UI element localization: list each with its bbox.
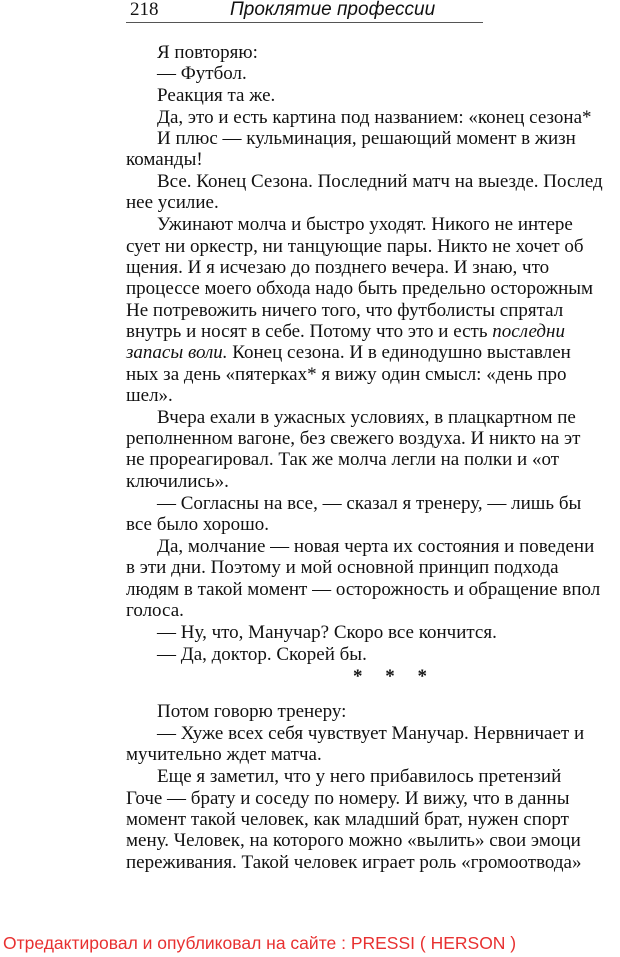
text-line: Я повторяю:: [157, 42, 258, 63]
italic-span: последни: [492, 320, 565, 342]
text-line: [126, 342, 620, 363]
text-line: реполненном вагоне, без свежего воздуха. И никто на эт: [126, 428, 581, 450]
text-line: в эти дни. Поэтому и мой основной принцип подхода: [126, 557, 559, 579]
text-line: нее усилие.: [126, 192, 219, 214]
text-line: Да, молчание — новая черта их состояния и поведени: [157, 535, 595, 557]
text-line: не прореагировал. Так же молча легли на полки и «от: [126, 449, 559, 471]
text-line: щения. И я исчезаю до позднего вечера. И знаю, что: [126, 257, 550, 279]
text-line: сует ни оркестр, ни танцующие пары. Никто не хочет об: [126, 235, 584, 257]
text-line: — Ну, что, Манучар? Скоро все кончится.: [157, 621, 497, 643]
text-span: Конец сезона. И в единодушно выставлен: [227, 342, 571, 364]
text-line: команды!: [126, 149, 203, 171]
text-span: внутрь и носят в себе. Потому что это и есть: [126, 320, 493, 342]
text-line: момент такой человек, как младший брат, нужен спорт: [126, 808, 569, 830]
text-line: Еще я заметил, что у него прибавилось претензий: [157, 766, 562, 788]
text-line: процессе моего обхода надо быть предельно осторожным: [126, 278, 594, 300]
text-line: мучительно ждет матча.: [126, 744, 322, 766]
text-line: Все. Конец Сезона. Последний матч на выезде. Послед: [157, 171, 603, 193]
text-line: — Хуже всех себя чувствует Манучар. Нервничает и: [157, 723, 585, 745]
text-line: Гоче — брату и соседу по номеру. И вижу, что в данны: [126, 787, 570, 809]
text-line: ключились».: [126, 470, 229, 492]
text-line: шел».: [126, 384, 173, 406]
text-line: — Согласны на все, — сказал я тренеру, — лишь бы: [157, 492, 582, 514]
text-line: И плюс — кульминация, решающий момент в жизн: [157, 127, 576, 149]
text-line: голоса.: [126, 599, 184, 621]
text-line: Не потревожить ничего того, что футболисты спрятал: [126, 299, 564, 321]
text-line: [126, 321, 620, 342]
running-title: Проклятие профессии: [230, 0, 436, 20]
text-line: Да, это и есть картина под названием: «конец сезона*: [157, 106, 592, 128]
text-line: Вчера ехали в ужасных условиях, в плацкартном пе: [157, 406, 576, 428]
text-line: мену. Человек, на которого можно «вылить» свои эмоци: [126, 830, 581, 852]
text-line: — Да, доктор. Скорей бы.: [157, 643, 367, 665]
text-line: все было хорошо.: [126, 513, 270, 535]
text-line: Потом говорю тренеру:: [157, 701, 347, 723]
publisher-footer: Отредактировал и опубликовал на сайте : PRESSI ( HERSON ): [3, 933, 517, 953]
text-line: — Футбол.: [157, 63, 247, 85]
text-line: Реакция та же.: [157, 84, 276, 106]
text-line: людям в такой момент — осторожность и обращение впол: [126, 578, 601, 600]
page-number: 218: [130, 0, 159, 20]
section-separator: * * *: [353, 665, 436, 687]
text-line: Ужинают молча и быстро уходят. Никого не интере: [157, 214, 573, 236]
text-line: ных за день «пятерках* я вижу один смысл: «день про: [126, 363, 567, 385]
header-rule: [126, 22, 483, 23]
text-line: переживания. Такой человек играет роль «громоотвода»: [126, 851, 582, 873]
page-body: [126, 42, 620, 873]
italic-span: запасы воли.: [126, 342, 228, 364]
